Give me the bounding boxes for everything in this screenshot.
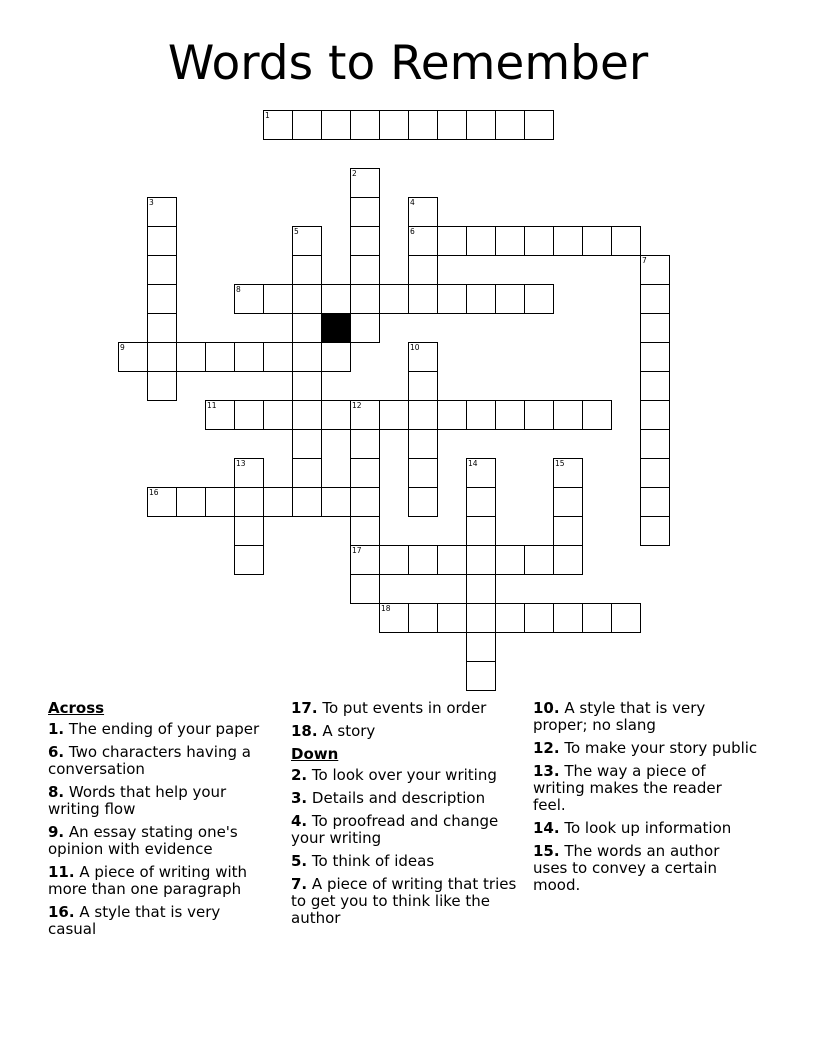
grid-cell[interactable] [524,284,554,314]
down-clue [291,813,519,847]
clue-number: 9. [48,823,65,841]
grid-cell[interactable] [234,487,264,517]
across-clue [48,721,273,738]
cell-number: 18 [381,604,391,613]
grid-cell[interactable] [582,603,612,633]
down-clue [291,876,519,927]
down-clue [291,790,519,807]
clue-text: To proofread and change your writing [291,812,499,847]
clue-number: 3. [291,789,308,807]
clue-number: 2. [291,766,308,784]
grid-cell[interactable] [350,429,380,459]
grid-cell[interactable] [466,458,496,488]
grid-cell[interactable] [524,110,554,140]
grid-cell[interactable] [640,429,670,459]
clue-number: 14. [533,819,560,837]
across-clue [291,700,519,717]
cell-number: 1 [265,111,270,120]
grid-cell[interactable] [466,603,496,633]
clue-text: A story [322,722,376,740]
grid-cell[interactable] [408,226,438,256]
cell-number: 12 [352,401,362,410]
clue-number: 10. [533,699,560,717]
grid-cell[interactable] [466,661,496,691]
grid-cell[interactable] [379,110,409,140]
grid-cell[interactable] [176,487,206,517]
grid-cell[interactable] [437,545,467,575]
grid-cell[interactable] [524,545,554,575]
clue-text: To look over your writing [311,766,497,784]
grid-cell[interactable] [234,400,264,430]
grid-cell[interactable] [292,226,322,256]
clue-number: 5. [291,852,308,870]
grid-cell[interactable] [321,342,351,372]
cell-number: 6 [410,227,415,236]
cell-number: 5 [294,227,299,236]
cell-number: 13 [236,459,246,468]
black-cell [321,313,351,343]
grid-cell[interactable] [292,371,322,401]
grid-cell[interactable] [350,284,380,314]
grid-cell[interactable] [292,487,322,517]
clue-number: 17. [291,699,318,717]
clue-column-3 [533,700,758,900]
cell-number: 8 [236,285,241,294]
grid-cell[interactable] [408,487,438,517]
grid-cell[interactable] [263,487,293,517]
grid-cell[interactable] [495,110,525,140]
grid-cell[interactable] [466,284,496,314]
grid-cell[interactable] [321,400,351,430]
clue-text: Words that help your writing flow [48,783,227,818]
grid-cell[interactable] [350,168,380,198]
clue-text: To look up information [564,819,732,837]
grid-cell[interactable] [292,255,322,285]
cell-number: 17 [352,546,362,555]
grid-cell[interactable] [408,458,438,488]
grid-cell[interactable] [524,400,554,430]
cell-number: 16 [149,488,159,497]
grid-cell[interactable] [321,110,351,140]
across-clue [291,723,519,740]
down-clue [533,740,758,757]
down-clue [533,700,758,734]
grid-cell[interactable] [350,516,380,546]
grid-cell[interactable] [408,429,438,459]
grid-cell[interactable] [553,545,583,575]
grid-cell[interactable] [437,110,467,140]
grid-cell[interactable] [466,574,496,604]
across-clue [48,864,273,898]
grid-cell[interactable] [350,197,380,227]
grid-cell[interactable] [437,226,467,256]
across-clue [48,904,273,938]
down-clue [533,843,758,894]
grid-cell[interactable] [234,342,264,372]
across-header: Across [48,699,105,717]
grid-cell[interactable] [292,458,322,488]
clue-column-1 [48,700,273,944]
grid-cell[interactable] [350,487,380,517]
grid-cell[interactable] [640,371,670,401]
clue-number: 7. [291,875,308,893]
grid-cell[interactable] [350,226,380,256]
grid-cell[interactable] [466,516,496,546]
clue-text: To put events in order [322,699,487,717]
grid-cell[interactable] [350,458,380,488]
grid-cell[interactable] [466,487,496,517]
grid-cell[interactable] [321,284,351,314]
grid-cell[interactable] [408,110,438,140]
grid-cell[interactable] [466,226,496,256]
grid-cell[interactable] [350,255,380,285]
grid-cell[interactable] [408,545,438,575]
grid-cell[interactable] [379,545,409,575]
grid-cell[interactable] [582,226,612,256]
clue-number: 1. [48,720,65,738]
grid-cell[interactable] [495,603,525,633]
clue-text: A piece of writing that tries to get you to think like the author [291,875,517,927]
grid-cell[interactable] [118,342,148,372]
clue-text: A piece of writing with more than one paragraph [48,863,248,898]
across-clue [48,744,273,778]
grid-cell[interactable] [350,110,380,140]
grid-cell[interactable] [408,197,438,227]
grid-cell[interactable] [234,516,264,546]
grid-cell[interactable] [205,400,235,430]
grid-cell[interactable] [147,197,177,227]
cell-number: 3 [149,198,154,207]
grid-cell[interactable] [292,342,322,372]
grid-cell[interactable] [408,342,438,372]
across-clue [48,824,273,858]
grid-cell[interactable] [466,400,496,430]
grid-cell[interactable] [147,371,177,401]
cell-number: 10 [410,343,420,352]
grid-cell[interactable] [147,313,177,343]
grid-cell[interactable] [147,487,177,517]
grid-cell[interactable] [611,226,641,256]
clue-number: 15. [533,842,560,860]
grid-cell[interactable] [495,545,525,575]
grid-cell[interactable] [495,284,525,314]
grid-cell[interactable] [234,545,264,575]
grid-cell[interactable] [147,255,177,285]
grid-cell[interactable] [495,400,525,430]
grid-cell[interactable] [495,226,525,256]
cell-number: 2 [352,169,357,178]
grid-cell[interactable] [292,429,322,459]
grid-cell[interactable] [640,400,670,430]
cell-number: 4 [410,198,415,207]
grid-cell[interactable] [292,284,322,314]
grid-cell[interactable] [553,458,583,488]
clue-text: The words an author uses to convey a certain mood. [533,842,720,894]
clue-column-2 [291,700,519,933]
grid-cell[interactable] [408,371,438,401]
grid-cell[interactable] [408,400,438,430]
grid-cell[interactable] [350,545,380,575]
grid-cell[interactable] [640,255,670,285]
grid-cell[interactable] [234,284,264,314]
clue-number: 18. [291,722,318,740]
grid-cell[interactable] [321,487,351,517]
clue-text: An essay stating one's opinion with evidence [48,823,238,858]
grid-cell[interactable] [147,342,177,372]
grid-cell[interactable] [408,603,438,633]
cell-number: 14 [468,459,478,468]
grid-cell[interactable] [205,487,235,517]
grid-cell[interactable] [263,342,293,372]
puzzle-title: Words to Remember [167,36,649,91]
cell-number: 9 [120,343,125,352]
grid-cell[interactable] [350,400,380,430]
grid-cell[interactable] [466,110,496,140]
grid-cell[interactable] [524,603,554,633]
grid-cell[interactable] [350,313,380,343]
clue-text: To think of ideas [311,852,435,870]
clue-number: 13. [533,762,560,780]
grid-cell[interactable] [408,255,438,285]
grid-cell[interactable] [524,226,554,256]
grid-cell[interactable] [263,400,293,430]
grid-cell[interactable] [437,603,467,633]
grid-cell[interactable] [553,603,583,633]
grid-cell[interactable] [379,400,409,430]
clue-number: 12. [533,739,560,757]
grid-cell[interactable] [292,400,322,430]
grid-cell[interactable] [640,342,670,372]
grid-cell[interactable] [263,110,293,140]
grid-cell[interactable] [553,400,583,430]
grid-cell[interactable] [640,313,670,343]
clue-number: 4. [291,812,308,830]
down-clue [533,763,758,814]
grid-cell[interactable] [176,342,206,372]
clue-number: 16. [48,903,75,921]
grid-cell[interactable] [408,284,438,314]
grid-cell[interactable] [379,284,409,314]
cell-number: 11 [207,401,217,410]
clue-text: To make your story public [564,739,758,757]
grid-cell[interactable] [582,400,612,430]
grid-cell[interactable] [640,487,670,517]
grid-cell[interactable] [640,284,670,314]
grid-cell[interactable] [350,574,380,604]
grid-cell[interactable] [437,400,467,430]
grid-cell[interactable] [611,603,641,633]
cell-number: 15 [555,459,565,468]
across-clue [48,784,273,818]
grid-cell[interactable] [640,458,670,488]
clue-number: 8. [48,783,65,801]
grid-cell[interactable] [147,226,177,256]
clue-number: 6. [48,743,65,761]
grid-cell[interactable] [234,458,264,488]
down-header: Down [291,745,339,763]
grid-cell[interactable] [553,226,583,256]
grid-cell[interactable] [205,342,235,372]
grid-cell[interactable] [553,487,583,517]
grid-cell[interactable] [466,545,496,575]
cell-number: 7 [642,256,647,265]
grid-cell[interactable] [147,284,177,314]
clue-text: Two characters having a conversation [48,743,251,778]
clue-text: The way a piece of writing makes the reader feel. [533,762,722,814]
clue-text: A style that is very proper; no slang [533,699,706,734]
grid-cell[interactable] [263,284,293,314]
grid-cell[interactable] [437,284,467,314]
down-clue [291,853,519,870]
clue-text: The ending of your paper [68,720,260,738]
down-clue [533,820,758,837]
clue-number: 11. [48,863,75,881]
clue-text: Details and description [311,789,486,807]
grid-cell[interactable] [292,110,322,140]
down-clue [291,767,519,784]
grid-cell[interactable] [379,603,409,633]
clue-text: A style that is very casual [48,903,221,938]
grid-cell[interactable] [292,313,322,343]
grid-cell[interactable] [466,632,496,662]
grid-cell[interactable] [553,516,583,546]
grid-cell[interactable] [640,516,670,546]
